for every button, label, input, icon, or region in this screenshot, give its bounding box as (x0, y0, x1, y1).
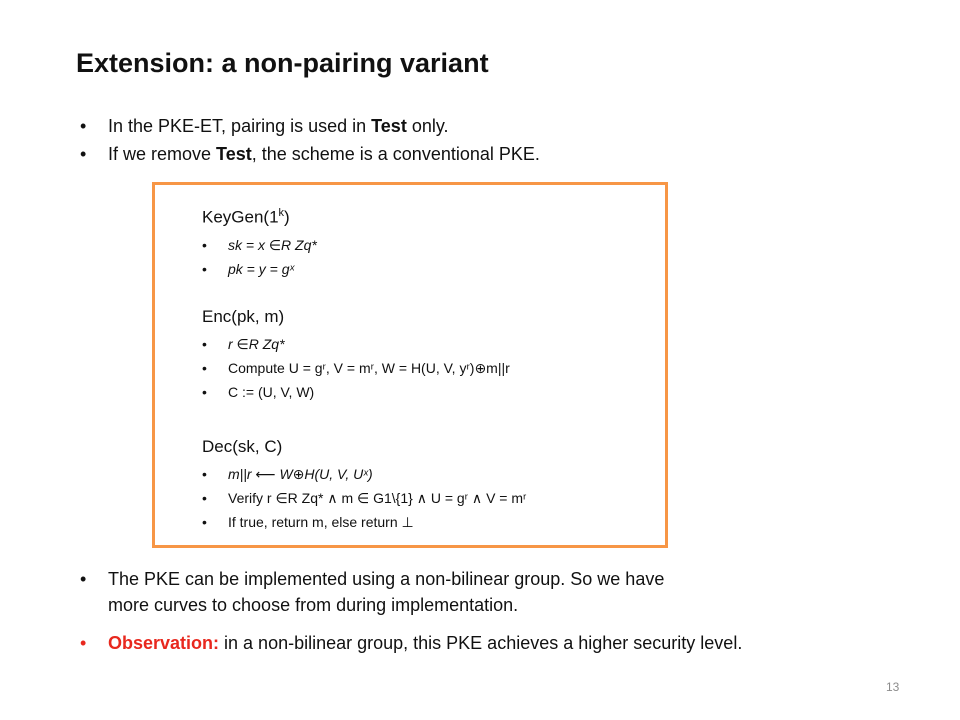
dec-item: • Verify r ∈R Zq* ∧ m ∈ G1\{1} ∧ U = gʳ ∧ V = mʳ (202, 490, 527, 506)
keygen-item: • pk = y = gˣ (202, 260, 295, 277)
enc-heading: Enc(pk, m) (202, 307, 285, 326)
intro-bullet-list (80, 112, 540, 168)
bullet-dot: • (80, 116, 87, 136)
keygen-heading: KeyGen(1$^k$) (202, 207, 290, 227)
bullet-dot: • (80, 633, 87, 653)
slide-title: Extension: a non-pairing variant (76, 48, 489, 78)
keygen-section (202, 202, 317, 281)
dec-heading: Dec(sk, C) (202, 437, 283, 456)
observation-bullet: • Observation: in a non-bilinear group, this PKE achieves a higher security level. (80, 630, 742, 656)
dec-section (202, 436, 526, 534)
bullet-item: • In the PKE-ET, pairing is used in Test only. (80, 112, 540, 140)
bullet-dot: • (80, 144, 87, 164)
conclusion-bullet-list (80, 566, 742, 656)
enc-item: • Compute U = gʳ, V = mʳ, W = H(U, V, yʳ)⊕m||r (202, 360, 510, 376)
keygen-item: • sk = x ∈R Zq* (202, 236, 317, 253)
enc-section (202, 306, 510, 404)
bullet-item: • If we remove Test, the scheme is a conventional PKE. (80, 140, 540, 168)
dec-item: • m||r ⟵ W⊕H(U, V, Uˣ) (202, 466, 373, 482)
enc-item: • C := (U, V, W) (202, 384, 315, 400)
observation-label: Observation: (108, 633, 220, 653)
bullet-dot: • (80, 569, 87, 589)
enc-item: • r ∈R Zq* (202, 336, 285, 352)
bullet-item: • The PKE can be implemented using a non-bilinear group. So we have more curves to choose from during implementation. (80, 566, 742, 618)
page-number: 13 (886, 680, 900, 694)
dec-item: • If true, return m, else return ⊥ (202, 514, 414, 530)
